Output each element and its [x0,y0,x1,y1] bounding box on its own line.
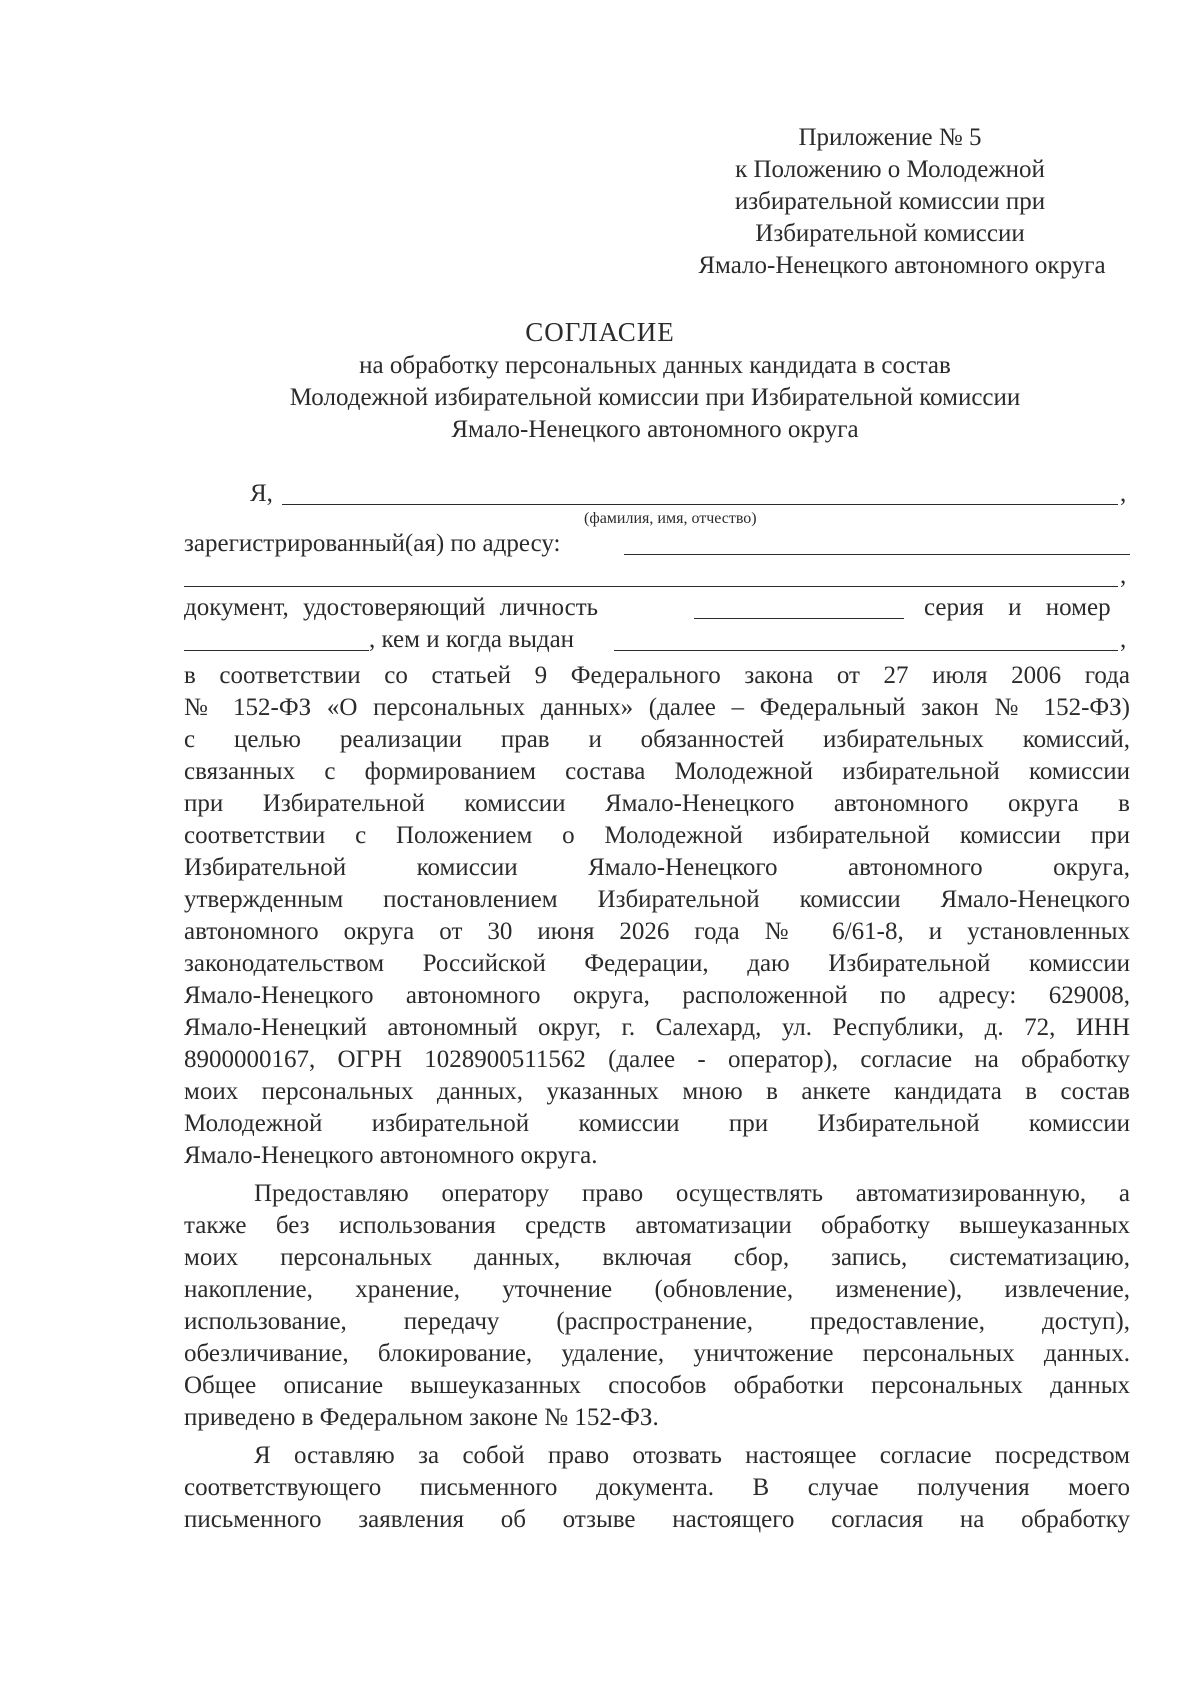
appendix-line: Ямало-Ненецкого автономного округа [698,252,1106,279]
subtitle-line: Ямало-Ненецкого автономного округа [451,416,859,443]
appendix-header [640,122,1140,282]
name-prefix: Я, [250,480,273,507]
appendix-line: Приложение № 5 [798,124,982,151]
address-row [184,528,1130,560]
paragraph-line: письменного заявления об отзыве настоящего согласия на обработку [184,1506,1130,1533]
document-type-field[interactable] [694,594,904,619]
paragraph-line: обезличивание, блокирование, удаление, уничтожение персональных данных. [184,1340,1130,1367]
paragraph-line: Предоставляю оператору право осуществлять автоматизированную, а [254,1180,1130,1207]
document-subtitle [160,350,1150,446]
paragraph-line: Молодежной избирательной комиссии при Избирательной комиссии [184,1110,1130,1137]
paragraph-line: Ямало-Ненецкого автономного округа, расположенной по адресу: 629008, [184,982,1130,1009]
name-field[interactable] [282,480,1118,505]
document-row [184,592,1130,624]
document-label: документ, удостоверяющий личность [184,594,599,621]
paragraph-line: утвержденным постановлением Избирательной комиссии Ямало-Ненецкого [184,886,1130,913]
paragraph-line: также без использования средств автоматизации обработку вышеуказанных [184,1212,1130,1239]
paragraph-line: Ямало-Ненецкого автономного округа. [184,1142,598,1169]
document-title: СОГЛАСИЕ [525,317,675,347]
paragraph-line: связанных с формированием состава Молодежной избирательной комиссии [184,758,1130,785]
name-hint: (фамилия, имя, отчество) [584,510,757,527]
issued-suffix: , [1120,626,1127,653]
paragraph-line: Избирательной комиссии Ямало-Ненецкого автономного округа, [184,854,1130,881]
paragraph-line: моих персональных данных, указанных мною в анкете кандидата в состав [184,1078,1130,1105]
appendix-line: избирательной комиссии при [734,188,1046,215]
series-number-field[interactable] [184,626,369,651]
name-suffix: , [1120,480,1127,507]
paragraph-line: 8900000167, ОГРН 1028900511562 (далее - оператор), согласие на обработку [184,1046,1130,1073]
address-field-2[interactable] [184,562,1118,587]
address-label: зарегистрированный(ая) по адресу: [184,530,561,557]
appendix-line: Избирательной комиссии [755,220,1025,247]
paragraph-line: законодательством Российской Федерации, даю Избирательной комиссии [184,950,1130,977]
paragraph-line: с целью реализации прав и обязанностей избирательных комиссий, [184,726,1130,753]
series-label: серия и номер [924,594,1111,621]
name-row [184,478,1130,510]
paragraph-line: № 152-ФЗ «О персональных данных» (далее – Федеральный закон № 152-ФЗ) [184,694,1130,721]
paragraph-line: Я оставляю за собой право отозвать настоящее согласие посредством [254,1442,1130,1469]
paragraph-line: приведено в Федеральном законе № 152-ФЗ. [184,1404,659,1431]
issued-field[interactable] [614,626,1118,651]
paragraph-line: соответствии с Положением о Молодежной избирательной комиссии при [184,822,1130,849]
paragraph-line: автономного округа от 30 июня 2026 года № 6/61-8, и установленных [184,918,1130,945]
subtitle-line: на обработку персональных данных кандидата в состав [359,352,951,379]
appendix-line: к Положению о Молодежной [735,156,1045,183]
paragraph-line: использование, передачу (распространение, предоставление, доступ), [184,1308,1130,1335]
issued-row [184,624,1130,656]
address-row-2 [184,560,1130,592]
issued-label: , кем и когда выдан [369,626,575,653]
paragraph-line: при Избирательной комиссии Ямало-Ненецкого автономного округа в [184,790,1130,817]
address-suffix: , [1120,562,1127,589]
paragraph-line: моих персональных данных, включая сбор, запись, систематизацию, [184,1244,1130,1271]
paragraph-line: накопление, хранение, уточнение (обновление, изменение), извлечение, [184,1276,1130,1303]
paragraph-line: Ямало-Ненецкий автономный округ, г. Салехард, ул. Республики, д. 72, ИНН [184,1014,1130,1041]
paragraph-line: соответствующего письменного документа. В случае получения моего [184,1474,1130,1501]
paragraph-line: Общее описание вышеуказанных способов обработки персональных данных [184,1372,1130,1399]
subtitle-line: Молодежной избирательной комиссии при Избирательной комиссии [289,384,1021,411]
address-field[interactable] [624,530,1130,555]
paragraph-line: в соответствии со статьей 9 Федерального закона от 27 июля 2006 года [184,662,1130,689]
